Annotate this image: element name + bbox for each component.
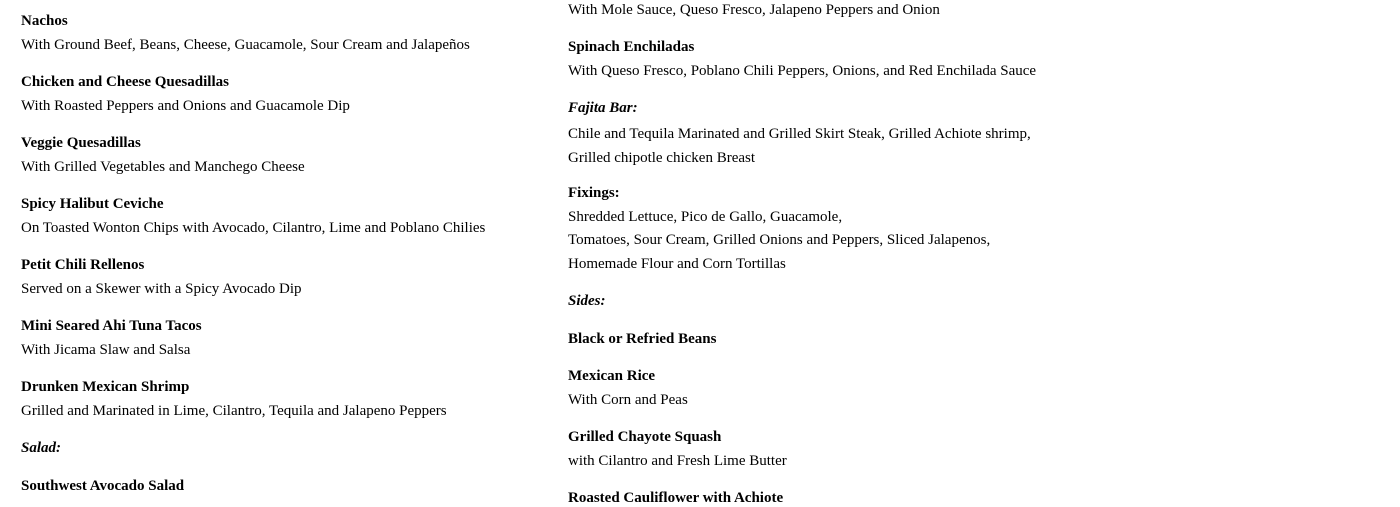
dish-description: With Jicama Slaw and Salsa — [21, 342, 191, 358]
section-heading-salad: Salad: — [21, 440, 62, 456]
dish-name: Grilled Chayote Squash — [568, 429, 722, 445]
dish-description: With Queso Fresco, Poblano Chili Peppers, Onions, and Red Enchilada Sauce — [568, 63, 1037, 79]
section-heading-fixings: Fixings: — [568, 185, 620, 201]
dish-description: With Grilled Vegetables and Manchego Cheese — [21, 159, 305, 175]
dish-description: Served on a Skewer with a Spicy Avocado Dip — [21, 281, 302, 297]
dish-name: Black or Refried Beans — [568, 331, 717, 347]
dish-name: Nachos — [21, 13, 68, 29]
dish-name: Drunken Mexican Shrimp — [21, 379, 190, 395]
dish-description: Grilled and Marinated in Lime, Cilantro, Tequila and Jalapeno Peppers — [21, 403, 447, 419]
fixings-line: Homemade Flour and Corn Tortillas — [568, 256, 786, 272]
dish-description: With Ground Beef, Beans, Cheese, Guacamole, Sour Cream and Jalapeños — [21, 37, 470, 53]
dish-name: Roasted Cauliflower with Achiote — [568, 490, 784, 506]
dish-name: Veggie Quesadillas — [21, 135, 141, 151]
dish-name: Petit Chili Rellenos — [21, 257, 145, 273]
section-heading-fajita-bar: Fajita Bar: — [568, 100, 638, 116]
dish-name: Southwest Avocado Salad — [21, 478, 185, 494]
dish-name: Spinach Enchiladas — [568, 39, 695, 55]
dish-name: Chicken and Cheese Quesadillas — [21, 74, 229, 90]
dish-description: with Cilantro and Fresh Lime Butter — [568, 453, 787, 469]
fixings-line: Tomatoes, Sour Cream, Grilled Onions and Peppers, Sliced Jalapenos, — [568, 232, 991, 248]
dish-name: Spicy Halibut Ceviche — [21, 196, 164, 212]
fixings-line: Shredded Lettuce, Pico de Gallo, Guacamole, — [568, 209, 843, 225]
section-heading-sides: Sides: — [568, 293, 606, 309]
dish-name: Mini Seared Ahi Tuna Tacos — [21, 318, 202, 334]
dish-description: With Roasted Peppers and Onions and Guacamole Dip — [21, 98, 350, 114]
dish-description: Chile and Tequila Marinated and Grilled Skirt Steak, Grilled Achiote shrimp, Grilled chipotle chicken Breast — [568, 126, 1031, 166]
dish-description: With Mole Sauce, Queso Fresco, Jalapeno Peppers and Onion — [568, 2, 940, 18]
dish-description: On Toasted Wonton Chips with Avocado, Cilantro, Lime and Poblano Chilies — [21, 220, 486, 236]
dish-name: Mexican Rice — [568, 368, 656, 384]
dish-description: With Corn and Peas — [568, 392, 688, 408]
